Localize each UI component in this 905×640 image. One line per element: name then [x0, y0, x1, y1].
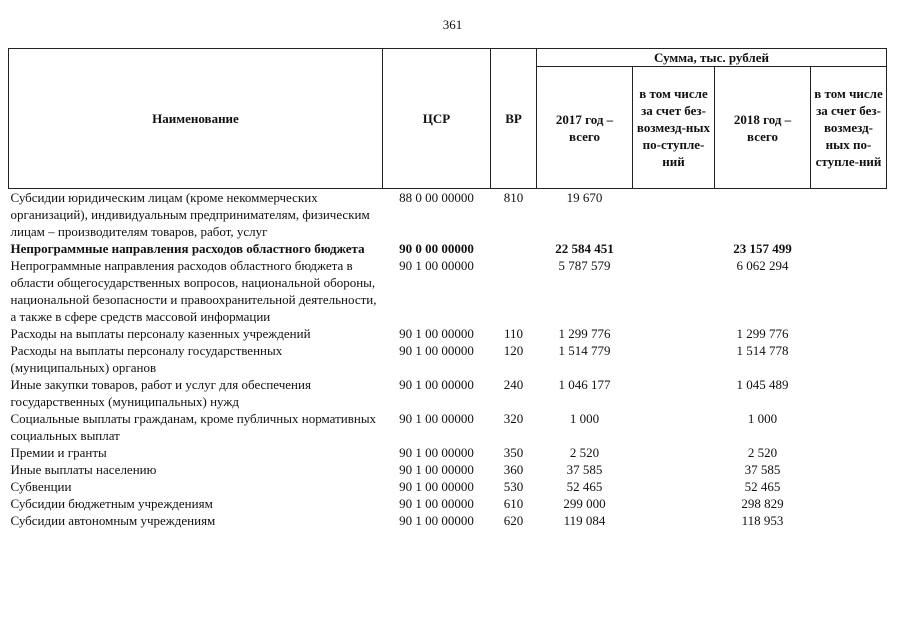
row-2018: 1 514 778: [736, 343, 789, 358]
row-2017-gratuitous: [633, 376, 715, 410]
row-csr: 90 0 00 00000: [399, 241, 474, 256]
row-vr: 350: [503, 445, 524, 460]
row-csr: 90 1 00 00000: [399, 377, 474, 392]
row-name: Иные выплаты населению: [10, 462, 157, 477]
row-vr: 620: [503, 513, 524, 528]
row-2018-gratuitous: [811, 342, 887, 376]
row-2018-gratuitous: [811, 410, 887, 444]
row-2017: 1 514 779: [558, 343, 611, 358]
row-2018-gratuitous: [811, 495, 887, 512]
table-row: [9, 410, 887, 444]
row-csr: 90 1 00 00000: [399, 462, 474, 477]
row-2017: 1 299 776: [558, 326, 611, 341]
row-2018: 118 953: [741, 513, 784, 528]
header-csr: ЦСР: [383, 49, 491, 189]
row-vr: 610: [503, 496, 524, 511]
row-2017: 22 584 451: [555, 241, 614, 256]
header-vr: ВР: [491, 49, 537, 189]
row-2018: 23 157 499: [733, 241, 792, 256]
row-2018-gratuitous: [811, 189, 887, 241]
row-csr: 90 1 00 00000: [399, 411, 474, 426]
row-2018: 1 045 489: [736, 377, 789, 392]
row-2017-gratuitous: [633, 512, 715, 529]
row-name: Социальные выплаты гражданам, кроме публичных нормативных социальных выплат: [10, 411, 377, 443]
table-row: [9, 240, 887, 257]
row-2017-gratuitous: [633, 342, 715, 376]
row-name: Непрограммные направления расходов областного бюджета в области общегосударственных вопросов, национальной обороны, национальной безопасности и правоохранительной деятельности, а также в сфере средств массовой информации: [10, 258, 377, 324]
table-row: [9, 325, 887, 342]
row-2018: 6 062 294: [736, 258, 789, 273]
header-2017-gratuitous: в том числе за счет без-возмезд-ных по-ступле-ний: [633, 67, 715, 189]
row-name: Субсидии бюджетным учреждениям: [10, 496, 213, 511]
header-name: Наименование: [9, 49, 383, 189]
row-2018-gratuitous: [811, 444, 887, 461]
row-2018: [715, 189, 811, 241]
row-2018-gratuitous: [811, 478, 887, 495]
row-csr: 90 1 00 00000: [399, 479, 474, 494]
row-2017-gratuitous: [633, 444, 715, 461]
row-2018: 2 520: [747, 445, 778, 460]
row-name: Субсидии юридическим лицам (кроме некоммерческих организаций), индивидуальным предпринимателям, физическим лицам – производителям товаров, работ, услуг: [10, 190, 370, 239]
row-vr: 110: [503, 326, 524, 341]
page-number: 361: [442, 17, 463, 32]
row-2017: 37 585: [566, 462, 603, 477]
table-row: [9, 512, 887, 529]
row-2018: 52 465: [744, 479, 781, 494]
row-2017-gratuitous: [633, 461, 715, 478]
row-name: Непрограммные направления расходов областного бюджета: [10, 241, 365, 256]
table-header: [9, 49, 887, 189]
row-2018-gratuitous: [811, 376, 887, 410]
header-2018-total: 2018 год – всего: [715, 67, 811, 189]
table-body: [9, 189, 887, 530]
row-csr: 90 1 00 00000: [399, 258, 474, 273]
row-vr: 810: [503, 190, 524, 205]
table-row: [9, 257, 887, 325]
row-name: Субвенции: [10, 479, 72, 494]
row-2017: 19 670: [566, 190, 603, 205]
row-csr: 90 1 00 00000: [399, 326, 474, 341]
row-2017-gratuitous: [633, 240, 715, 257]
row-vr: [491, 257, 537, 325]
row-name: Расходы на выплаты персоналу государственных (муниципальных) органов: [10, 343, 283, 375]
row-2017: 52 465: [566, 479, 603, 494]
row-2018-gratuitous: [811, 257, 887, 325]
row-2018-gratuitous: [811, 461, 887, 478]
row-2017-gratuitous: [633, 189, 715, 241]
row-vr: 320: [503, 411, 524, 426]
row-2018: 37 585: [744, 462, 781, 477]
table-row: [9, 342, 887, 376]
row-2017-gratuitous: [633, 495, 715, 512]
row-vr: [491, 240, 537, 257]
row-name: Иные закупки товаров, работ и услуг для обеспечения государственных (муниципальных) нужд: [10, 377, 311, 409]
row-csr: 90 1 00 00000: [399, 445, 474, 460]
table-row: [9, 444, 887, 461]
row-vr: 530: [503, 479, 524, 494]
row-name: Расходы на выплаты персоналу казенных учреждений: [10, 326, 311, 341]
row-csr: 88 0 00 00000: [399, 190, 474, 205]
row-csr: 90 1 00 00000: [399, 496, 474, 511]
row-2018-gratuitous: [811, 240, 887, 257]
row-vr: 360: [503, 462, 524, 477]
row-2017: 119 084: [563, 513, 606, 528]
row-2017-gratuitous: [633, 410, 715, 444]
row-2017-gratuitous: [633, 478, 715, 495]
table-row: [9, 461, 887, 478]
row-2017: 1 046 177: [558, 377, 611, 392]
row-2018: 298 829: [741, 496, 784, 511]
header-2017-total: 2017 год – всего: [537, 67, 633, 189]
table-row: [9, 495, 887, 512]
row-vr: 240: [503, 377, 524, 392]
row-vr: 120: [503, 343, 524, 358]
table-row: [9, 376, 887, 410]
row-2017: 1 000: [569, 411, 600, 426]
row-2018: 1 299 776: [736, 326, 789, 341]
row-2017-gratuitous: [633, 257, 715, 325]
table-row: [9, 478, 887, 495]
budget-table: [8, 48, 887, 529]
row-2017: 2 520: [569, 445, 600, 460]
header-2018-gratuitous: в том числе за счет без-возмезд-ных по-ступле-ний: [811, 67, 887, 189]
row-name: Субсидии автономным учреждениям: [10, 513, 216, 528]
row-2017-gratuitous: [633, 325, 715, 342]
row-2017: 299 000: [563, 496, 606, 511]
row-2018-gratuitous: [811, 512, 887, 529]
row-csr: 90 1 00 00000: [399, 513, 474, 528]
row-2018: 1 000: [747, 411, 778, 426]
row-name: Премии и гранты: [10, 445, 107, 460]
header-sum-group: Сумма, тыс. рублей: [537, 49, 887, 67]
row-2018-gratuitous: [811, 325, 887, 342]
table-row: [9, 189, 887, 241]
row-2017: 5 787 579: [558, 258, 611, 273]
row-csr: 90 1 00 00000: [399, 343, 474, 358]
